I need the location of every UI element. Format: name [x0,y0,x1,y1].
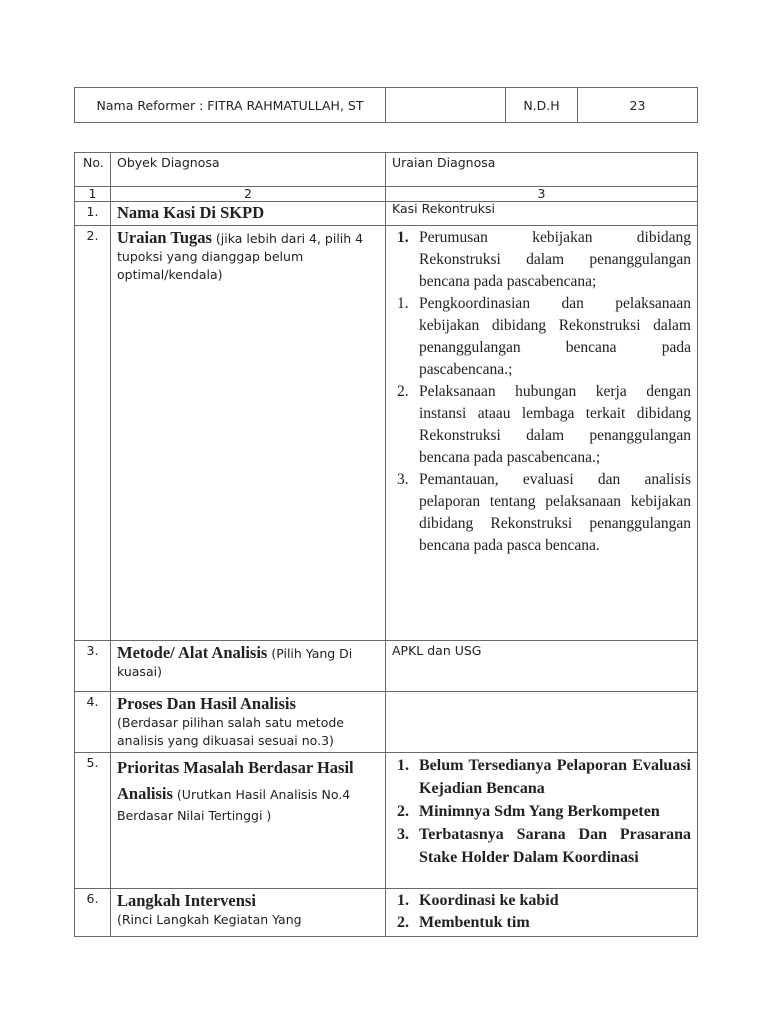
row-note: (Pilih Yang Di kuasai) [117,646,353,679]
table-row [75,641,698,692]
list-item: 1. Belum Tersedianya Pelaporan Evaluasi Kejadian Bencana [397,757,691,797]
row-value [386,753,698,889]
ndh-label: N.D.H [506,88,578,123]
row-note: (Rinci Langkah Kegiatan Yang [117,912,302,927]
row-object [111,641,386,692]
row-title: Nama Kasi Di SKPD [117,203,265,222]
row-object [111,889,386,937]
column-number: 2 [111,187,386,202]
diagnosis-table [74,152,698,937]
row-number: 2. [75,226,111,641]
list-item: 1. Pengkoordinasian dan pelaksanaan kebijakan dibidang Rekonstruksi dalam penanggulangan bencana pada pascabencana.; [397,295,691,378]
reformer-name-cell [75,88,386,123]
reformer-header-table [74,87,698,123]
row-title: Proses Dan Hasil Analisis [117,694,296,713]
row-title: Metode/ Alat Analisis [117,643,268,662]
row-value: Kasi Rekontruksi [386,202,698,226]
row-number: 4. [75,692,111,753]
list-item: 1. Perumusan kebijakan dibidang Rekonstruksi dalam penanggulangan bencana pada pascabencana; [397,229,691,290]
row-number: 6. [75,889,111,937]
table-row [75,226,698,641]
row-number: 3. [75,641,111,692]
row-note: (Berdasar pilihan salah satu metode analisis yang dikuasai sesuai no.3) [117,715,344,748]
row-title: Uraian Tugas [117,228,212,247]
row-object [111,753,386,889]
column-number: 1 [75,187,111,202]
column-number: 3 [386,187,698,202]
reformer-name: Nama Reformer : FITRA RAHMATULLAH, ST [96,98,364,113]
table-row [75,692,698,753]
column-header-description: Uraian Diagnosa [386,153,698,187]
list-item: 2. Membentuk tim [397,914,530,931]
row-note: (Urutkan Hasil Analisis No.4 Berdasar Nilai Tertinggi ) [117,787,351,823]
list-item: 1. Koordinasi ke kabid [397,892,559,909]
table-row [75,202,698,226]
table-header-row [75,153,698,187]
row-value [386,226,698,641]
blank-cell [386,88,506,123]
row-value [386,692,698,753]
list-item: 3. Pemantauan, evaluasi dan analisis pelaporan tentang pelaksanaan kebijakan dibidang Rekonstruksi penanggulangan bencana pada pasca bencana. [397,471,691,554]
table-row [75,889,698,937]
column-header-object: Obyek Diagnosa [111,153,386,187]
intervention-list [392,890,691,934]
row-object [111,226,386,641]
column-number-row [75,187,698,202]
table-row [75,753,698,889]
row-title: Prioritas Masalah Berdasar Hasil Analisis [117,758,354,803]
list-item: 2. Minimnya Sdm Yang Berkompeten [397,803,660,820]
ndh-value: 23 [578,88,698,123]
task-list [392,227,691,557]
list-item: 2. Pelaksanaan hubungan kerja dengan instansi ataau lembaga terkait dibidang Rekonstruksi dalam penanggulangan bencana pada pascabencana.; [397,383,691,466]
row-note: (jika lebih dari 4, pilih 4 tupoksi yang dianggap belum optimal/kendala) [117,231,364,282]
row-object [111,692,386,753]
row-value: APKL dan USG [386,641,698,692]
row-number: 5. [75,753,111,889]
column-header-no: No. [75,153,111,187]
priority-list [392,754,691,869]
row-object [111,202,386,226]
row-title: Langkah Intervensi [117,891,256,910]
row-number: 1. [75,202,111,226]
row-value [386,889,698,937]
list-item: 3. Terbatasnya Sarana Dan Prasarana Stake Holder Dalam Koordinasi [397,826,691,866]
